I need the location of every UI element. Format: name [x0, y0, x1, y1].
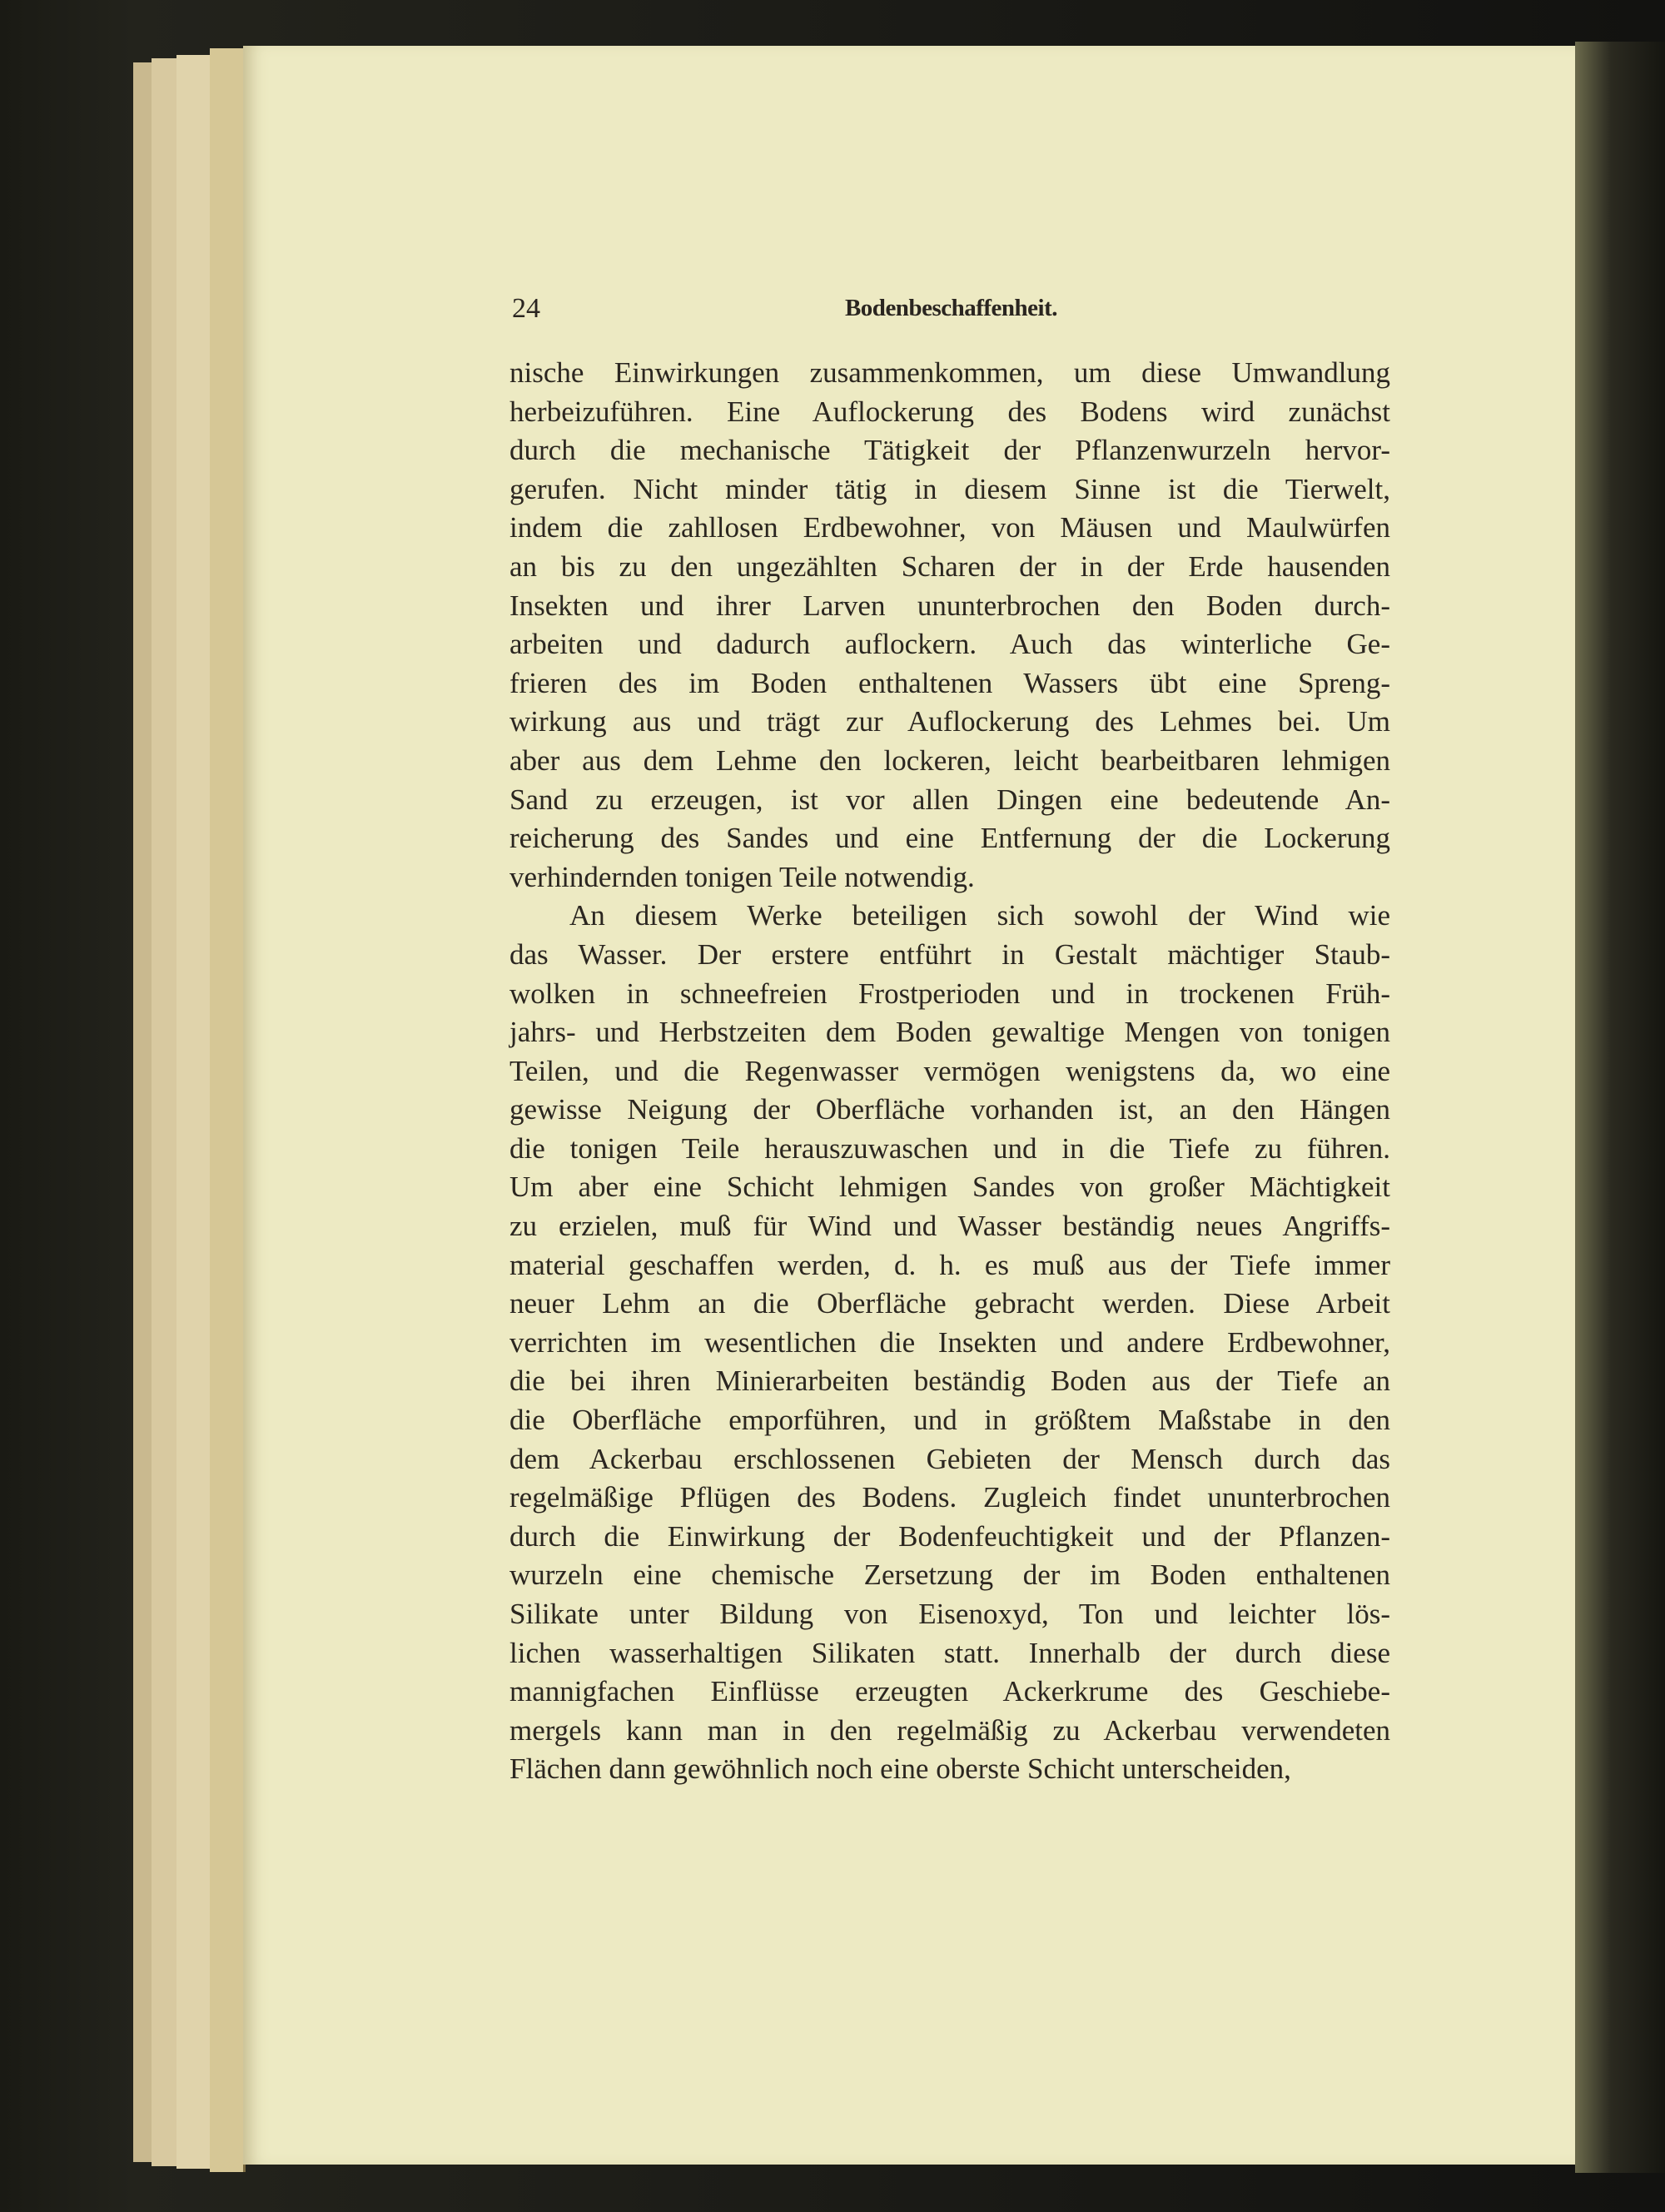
text-line: mergels kann man in den regelmäßig zu Ackerbau verwendeten	[509, 1713, 1390, 1747]
text-line: die Oberfläche emporführen, und in größtem Maßstabe in den	[509, 1404, 1390, 1437]
text-line: verrichten im wesentlichen die Insekten und andere Erdbewohner,	[509, 1325, 1390, 1359]
text-line: lichen wasserhaltigen Silikaten statt. Innerhalb der durch diese	[509, 1636, 1390, 1669]
text-line: zu erzielen, muß für Wind und Wasser beständig neues Angriffs-	[509, 1210, 1390, 1243]
text-line: nische Einwirkungen zusammenkommen, um diese Umwandlung	[509, 356, 1390, 389]
book-spine-shadow	[1575, 42, 1665, 2173]
text-line: herbeizuführen. Eine Auflockerung des Bodens wird zunächst	[509, 395, 1390, 428]
text-line: mannigfachen Einflüsse erzeugten Ackerkrume des Geschiebe-	[509, 1675, 1390, 1708]
running-header	[512, 293, 1390, 331]
text-line: die bei ihren Minierarbeiten beständig Boden aus der Tiefe an	[509, 1364, 1390, 1398]
text-line: gerufen. Nicht minder tätig in diesem Sinne ist die Tierwelt,	[509, 472, 1390, 505]
text-line: regelmäßige Pflügen des Bodens. Zugleich findet ununterbrochen	[509, 1481, 1390, 1514]
text-line: Um aber eine Schicht lehmigen Sandes von großer Mächtigkeit	[509, 1171, 1390, 1204]
text-line: arbeiten und dadurch auflockern. Auch das winterliche Ge-	[509, 628, 1390, 661]
text-line: gewisse Neigung der Oberfläche vorhanden ist, an den Hängen	[509, 1093, 1390, 1126]
text-line: wolken in schneefreien Frostperioden und in trockenen Früh-	[509, 977, 1390, 1010]
text-line: reicherung des Sandes und eine Entfernung der die Lockerung	[509, 822, 1390, 855]
body-text	[509, 354, 1390, 1789]
running-title: Bodenbeschaffenheit.	[844, 295, 1058, 321]
text-line: an bis zu den ungezählten Scharen der in der Erde hausenden	[509, 549, 1390, 583]
text-line: dem Ackerbau erschlossenen Gebieten der Mensch durch das	[509, 1442, 1390, 1475]
text-line: Insekten und ihrer Larven ununterbrochen den Boden durch-	[509, 589, 1390, 622]
page-edges	[152, 58, 178, 2166]
text-line: Teilen, und die Regenwasser vermögen wenigstens da, wo eine	[509, 1054, 1390, 1087]
text-line: durch die Einwirkung der Bodenfeuchtigkeit und der Pflanzen-	[509, 1519, 1390, 1553]
text-line: durch die mechanische Tätigkeit der Pflanzenwurzeln hervor-	[509, 434, 1390, 467]
text-line: Flächen dann gewöhnlich noch eine oberste Schicht unterscheiden,	[509, 1752, 1291, 1786]
text-line: verhindernden tonigen Teile notwendig.	[509, 860, 975, 893]
text-line: wurzeln eine chemische Zersetzung der im Boden enthaltenen	[509, 1558, 1390, 1592]
text-line: indem die zahllosen Erdbewohner, von Mäusen und Maulwürfen	[509, 511, 1390, 544]
text-line: An diesem Werke beteiligen sich sowohl der Wind wie	[569, 899, 1390, 932]
page-edges	[176, 55, 211, 2169]
text-line: frieren des im Boden enthaltenen Wassers übt eine Spreng-	[509, 666, 1390, 699]
text-line: aber aus dem Lehme den lockeren, leicht bearbeitbaren lehmigen	[509, 743, 1390, 777]
text-line: wirkung aus und trägt zur Auflockerung des Lehmes bei. Um	[509, 705, 1390, 738]
text-line: jahrs- und Herbstzeiten dem Boden gewaltige Mengen von tonigen	[509, 1016, 1390, 1049]
text-line: Sand zu erzeugen, ist vor allen Dingen eine bedeutende An-	[509, 783, 1390, 816]
text-line: neuer Lehm an die Oberfläche gebracht werden. Diese Arbeit	[509, 1287, 1390, 1320]
page-number: 24	[512, 293, 540, 324]
text-line: Silikate unter Bildung von Eisenoxyd, Ton und leichter lös-	[509, 1598, 1390, 1630]
text-line: das Wasser. Der erstere entführt in Gestalt mächtiger Staub-	[509, 937, 1390, 971]
text-line: die tonigen Teile herauszuwaschen und in die Tiefe zu führen.	[509, 1131, 1390, 1165]
page-edges	[210, 48, 246, 2172]
text-line: material geschaffen werden, d. h. es muß aus der Tiefe immer	[509, 1248, 1390, 1281]
page-edges	[133, 62, 153, 2162]
